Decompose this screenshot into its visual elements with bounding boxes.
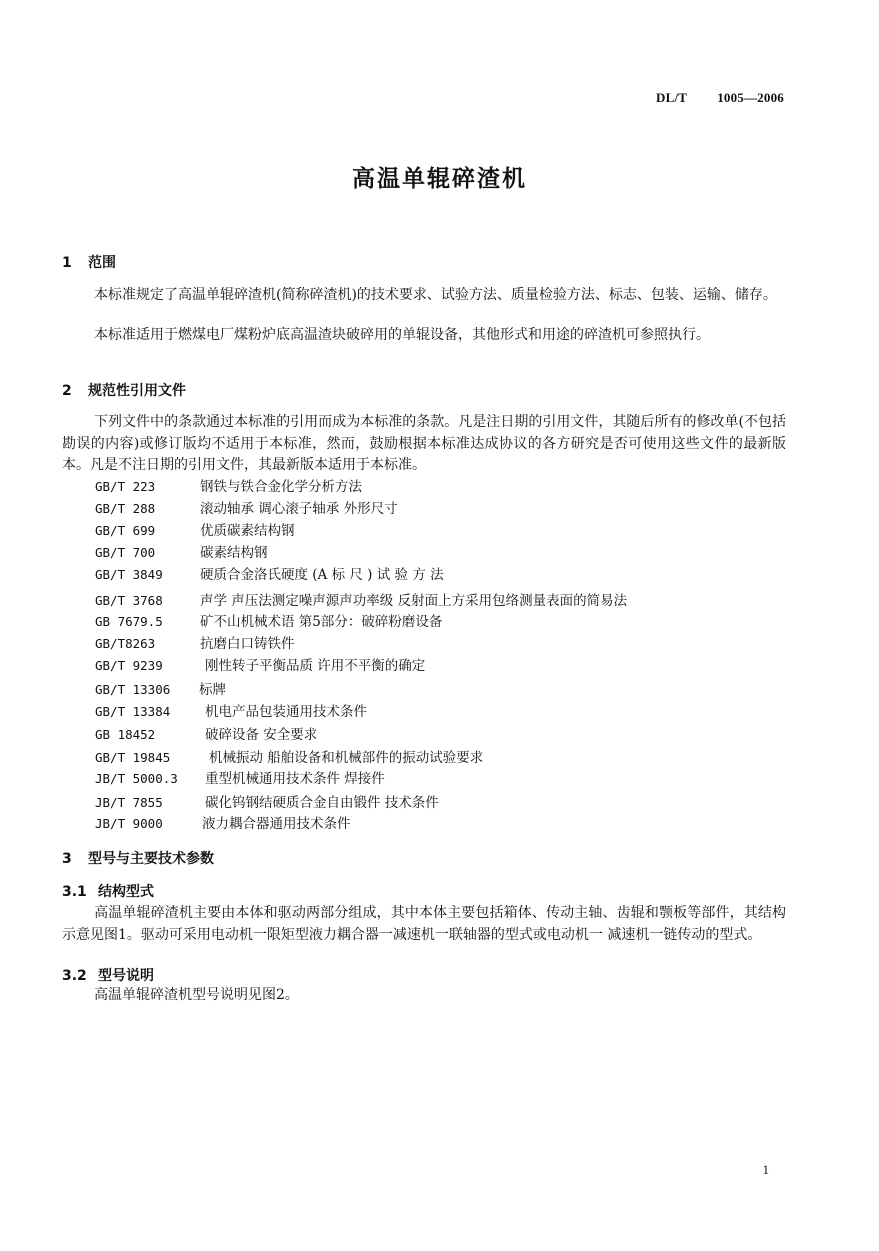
- section-2-para-1: [62, 412, 786, 477]
- reference-code: GB/T 19845: [95, 750, 171, 765]
- reference-code: GB/T 3768: [95, 593, 163, 608]
- section-3-1-para-1: [62, 903, 786, 946]
- section-3-1-heading: [62, 881, 154, 901]
- reference-title: 抗磨白口铸铁件: [200, 636, 295, 652]
- reference-title: 重型机械通用技术条件 焊接件: [205, 771, 385, 787]
- page-number: 1: [762, 1162, 769, 1177]
- reference-title: 标牌: [199, 682, 226, 698]
- reference-code: GB/T 223: [95, 479, 156, 494]
- reference-item: [95, 632, 295, 652]
- reference-title: 碳化钨钢结硬质合金自由锻件 技术条件: [205, 795, 439, 811]
- reference-code: JB/T 5000.3: [95, 771, 178, 786]
- reference-item: [95, 812, 351, 832]
- section-3-2-para-1-text: 高温单辊碎渣机型号说明见图2。: [94, 987, 299, 1003]
- section-1-title: 范围: [88, 255, 116, 271]
- reference-item: [95, 654, 425, 674]
- reference-item: [95, 475, 362, 495]
- section-3-number: 3: [62, 851, 72, 867]
- reference-title: 硬质合金洛氏硬度 (A 标 尺 ) 试 验 方 法: [200, 567, 444, 583]
- section-3-1-title: 结构型式: [98, 884, 154, 900]
- section-1-para-2: [62, 325, 786, 347]
- reference-item: [95, 791, 439, 811]
- section-3-1-para-1-text: 高温单辊碎渣机主要由本体和驱动两部分组成，其中本体主要包括箱体、传动主轴、齿辊和颚板等部件，其结构示意见图1。驱动可采用电动机一限矩型液力耦合器一减速机一联轴器的型式或电动机一 减速机一链传动的型式。: [62, 905, 786, 943]
- reference-code: GB/T 13384: [95, 704, 171, 719]
- reference-title: 碳素结构钢: [200, 545, 268, 561]
- section-3-1-number: 3.1: [62, 884, 87, 900]
- section-1-para-1-text: 本标准规定了高温单辊碎渣机(简称碎渣机)的技术要求、试验方法、质量检验方法、标志、包装、运输、储存。: [94, 287, 777, 303]
- reference-title: 刚性转子平衡品质 许用不平衡的确定: [205, 658, 426, 674]
- standard-number: 1005—2006: [717, 90, 784, 105]
- reference-title: 机电产品包装通用技术条件: [205, 704, 367, 720]
- reference-title: 滚动轴承 调心滚子轴承 外形尺寸: [200, 501, 398, 517]
- reference-code: JB/T 7855: [95, 795, 163, 810]
- reference-title: 矿不山机械术语 第5部分：破碎粉磨设备: [200, 614, 443, 630]
- section-3-2-title: 型号说明: [98, 968, 154, 984]
- reference-item: [95, 563, 444, 583]
- reference-title: 机械振动 船舶设备和机械部件的振动试验要求: [209, 750, 484, 766]
- reference-title: 声学 声压法测定噪声源声功率级 反射面上方采用包络测量表面的简易法: [200, 593, 628, 609]
- reference-item: [95, 497, 398, 517]
- reference-code: GB/T 13306: [95, 682, 171, 697]
- reference-item: [95, 700, 367, 720]
- reference-code: GB/T 700: [95, 545, 156, 560]
- reference-item: [95, 589, 627, 609]
- reference-item: [95, 746, 483, 766]
- standard-code: DL/T: [656, 90, 688, 105]
- reference-code: GB/T 9239: [95, 658, 163, 673]
- reference-code: GB 18452: [95, 727, 156, 742]
- reference-title: 优质碳素结构钢: [200, 523, 295, 539]
- reference-title: 破碎设备 安全要求: [205, 727, 318, 743]
- reference-code: JB/T 9000: [95, 816, 163, 831]
- reference-item: [95, 541, 268, 561]
- section-2-heading: [62, 380, 186, 400]
- reference-item: [95, 723, 317, 743]
- reference-code: GB/T 288: [95, 501, 156, 516]
- reference-title: 钢铁与铁合金化学分析方法: [200, 479, 362, 495]
- section-2-para-1-text: 下列文件中的条款通过本标准的引用而成为本标准的条款。凡是注日期的引用文件，其随后所有的修改单(不包括勘误的内容)或修订版均不适用于本标准，然而，鼓励根据本标准达成协议的各方研究是否可使用这些文件的最新版本。凡是不注日期的引用文件，其最新版本适用于本标准。: [62, 414, 786, 473]
- reference-code: GB/T 699: [95, 523, 156, 538]
- reference-item: [95, 519, 295, 539]
- section-1-number: 1: [62, 255, 72, 271]
- section-3-2-number: 3.2: [62, 968, 87, 984]
- section-3-heading: [62, 848, 214, 868]
- section-2-number: 2: [62, 383, 72, 399]
- section-1-heading: [62, 252, 116, 272]
- section-1-para-1: [62, 285, 786, 307]
- page-title: 高温单辊碎渣机: [352, 166, 527, 192]
- reference-code: GB/T8263: [95, 636, 156, 651]
- reference-item: [95, 610, 442, 630]
- section-1-para-2-text: 本标准适用于燃煤电厂煤粉炉底高温渣块破碎用的单辊设备，其他形式和用途的碎渣机可参照执行。: [94, 327, 710, 343]
- reference-code: GB/T 3849: [95, 567, 163, 582]
- reference-code: GB 7679.5: [95, 614, 163, 629]
- section-2-title: 规范性引用文件: [88, 383, 186, 399]
- section-3-title: 型号与主要技术参数: [88, 851, 214, 867]
- reference-title: 液力耦合器通用技术条件: [202, 816, 351, 832]
- reference-item: [95, 678, 226, 698]
- section-3-2-heading: [62, 965, 154, 985]
- section-3-2-para-1: [62, 985, 786, 1007]
- reference-item: [95, 767, 385, 787]
- doc-header: [656, 90, 784, 106]
